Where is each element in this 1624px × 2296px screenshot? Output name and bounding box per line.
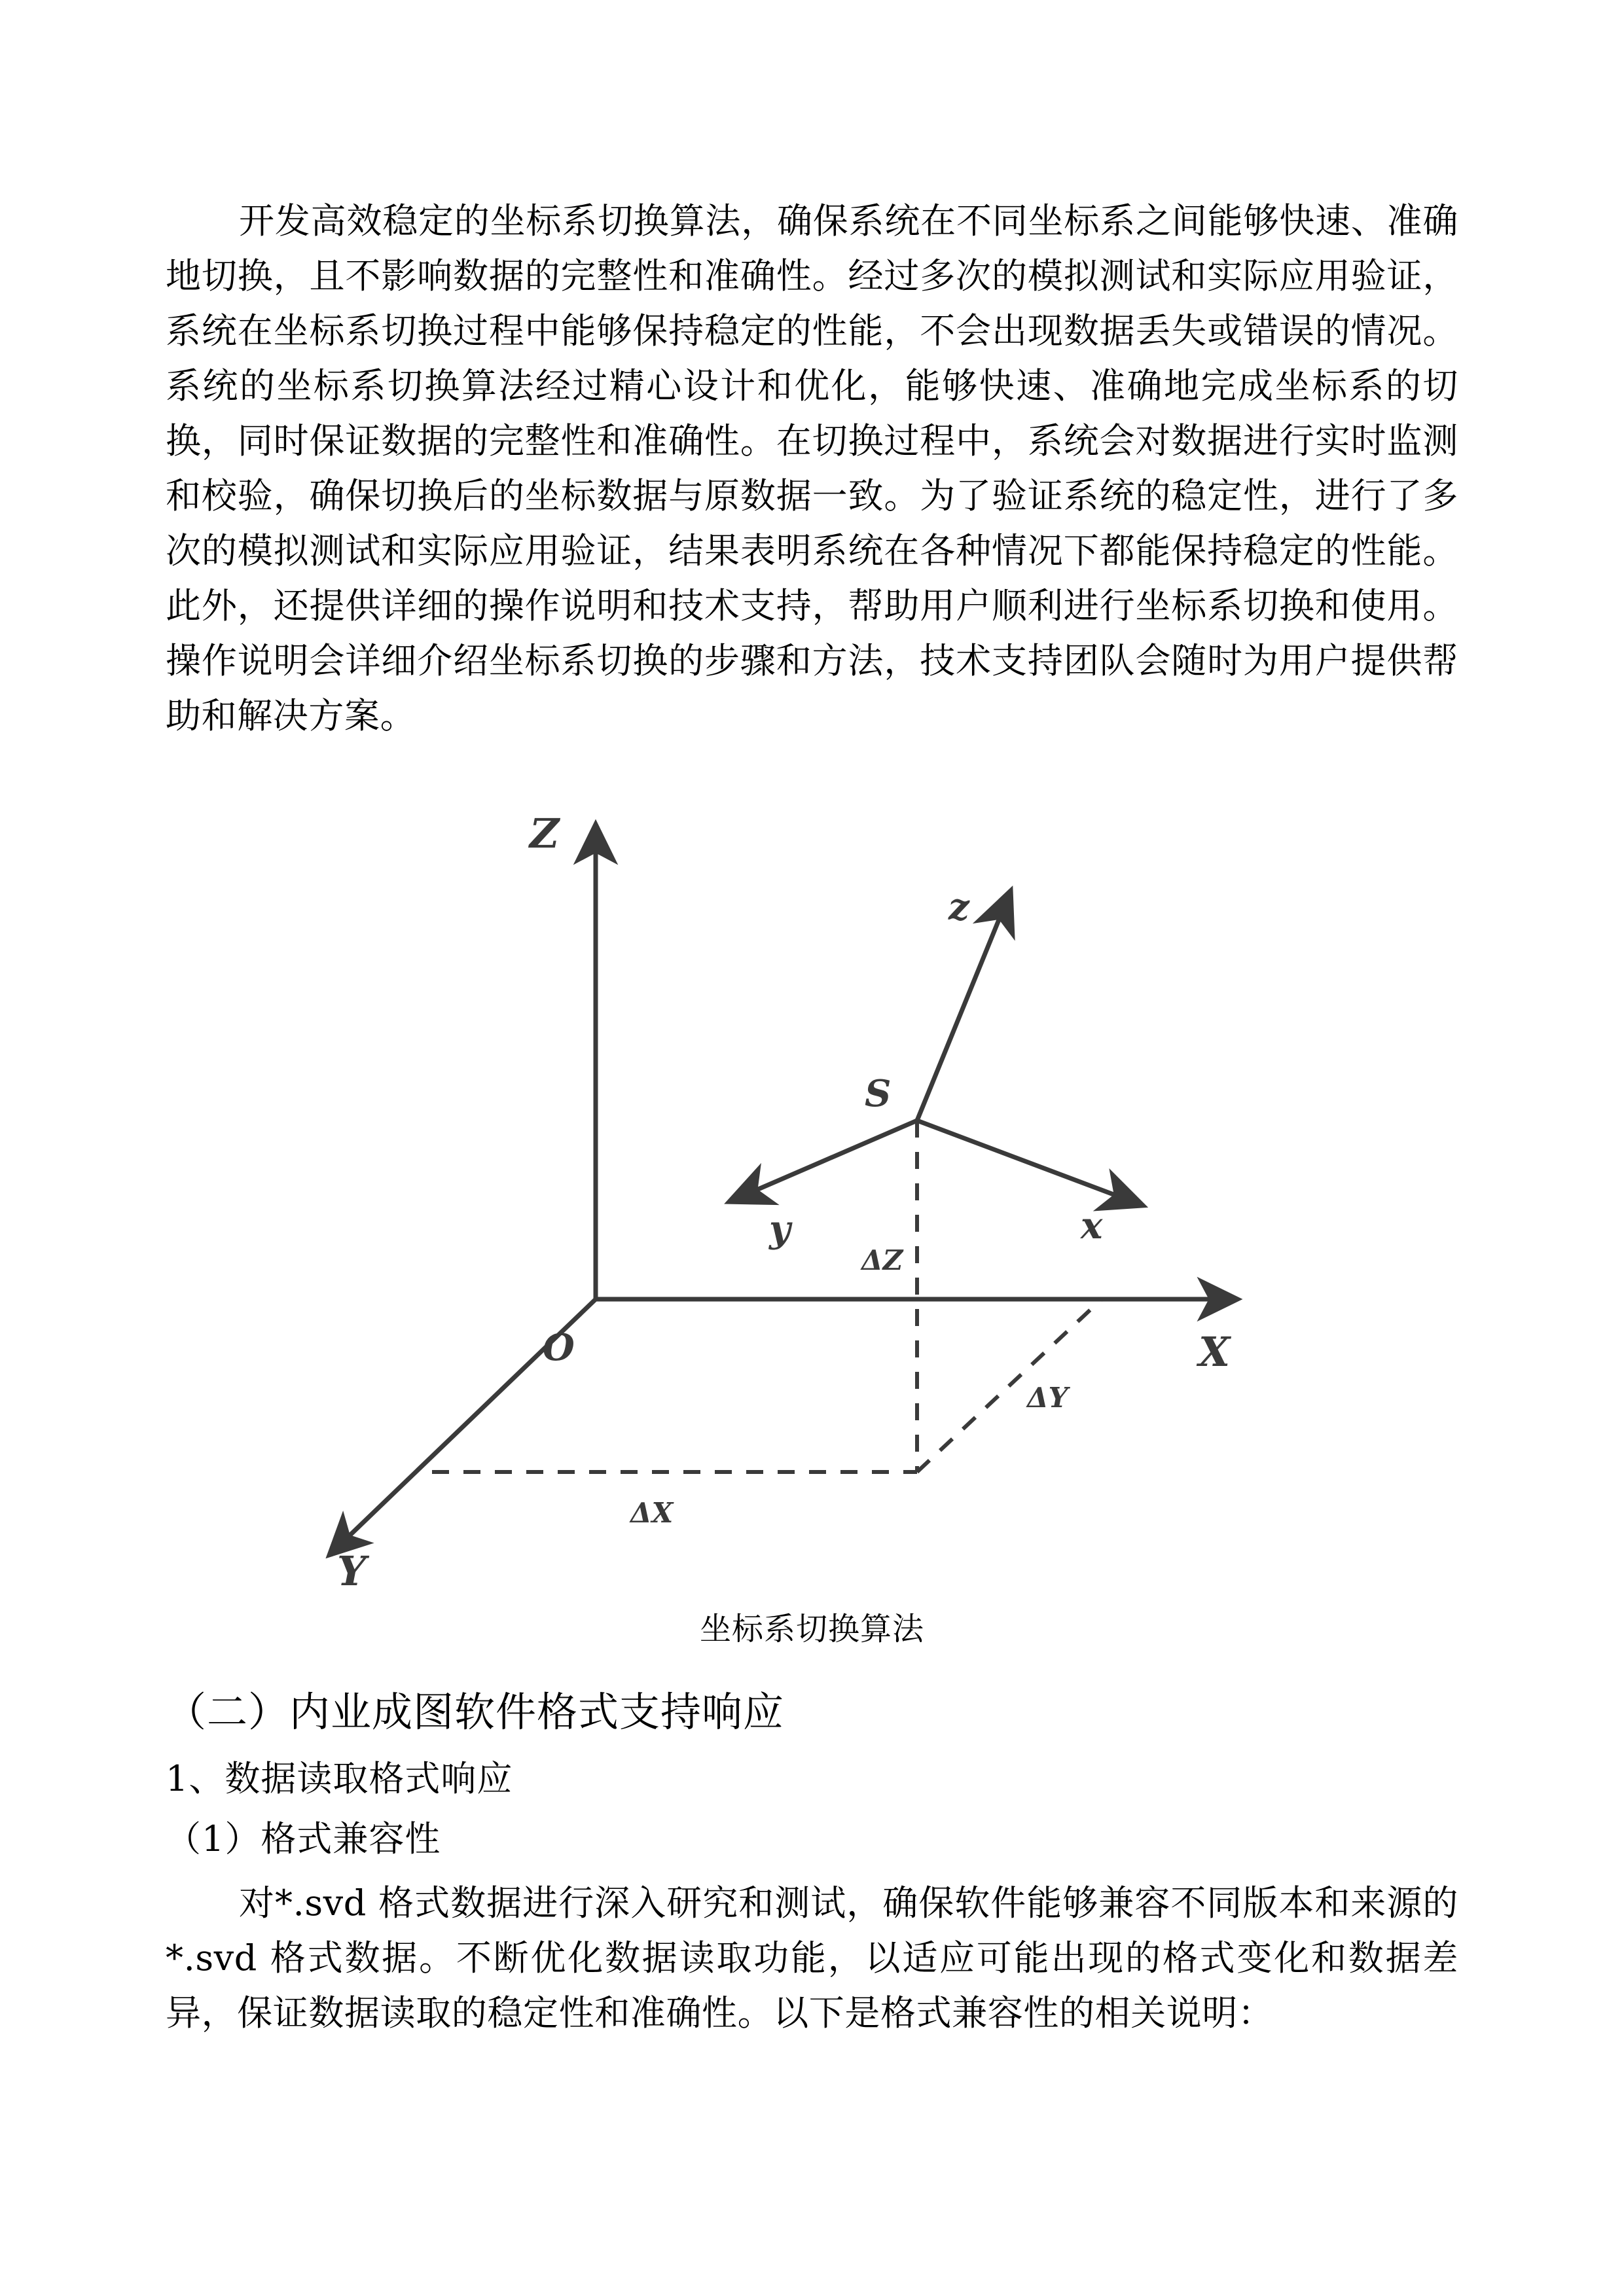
origin-label: O — [543, 1326, 575, 1369]
paragraph-coordinate-switch-algorithm: 开发高效稳定的坐标系切换算法，确保系统在不同坐标系之间能够快速、准确地切换，且不影响数据的完整性和准确性。经过多次的模拟测试和实际应用验证，系统在坐标系切换过程中能够保持稳定的性能，不会出现数据丢失或错误的情况。系统的坐标系切换算法经过精心设计和优化，能够快速、准确地完成坐标系的切换，同时保证数据的完整性和准确性。在切换过程中，系统会对数据进行实时监测和校验，确保切换后的坐标数据与原数据一致。为了验证系统的稳定性，进行了多次的模拟测试和实际应用验证，结果表明系统在各种情况下都能保持稳定的性能。此外，还提供详细的操作说明和技术支持，帮助用户顺利进行坐标系切换和使用。操作说明会详细介绍坐标系切换的步骤和方法，技术支持团队会随时为用户提供帮助和解决方案。 — [166, 200, 1458, 736]
paragraph-format-compatibility: 对*.svd 格式数据进行深入研究和测试，确保软件能够兼容不同版本和来源的*.svd 格式数据。不断优化数据读取功能，以适应可能出现的格式变化和数据差异，保证数据读取的稳定性和准确性。以下是格式兼容性的相关说明： — [166, 1882, 1458, 2034]
heading-section: （二）内业成图软件格式支持响应 — [166, 1688, 785, 1736]
axis-Z-label: Z — [530, 810, 560, 857]
top-margin-spacer — [166, 0, 1458, 194]
figure-coordinate-transform — [166, 785, 1458, 1652]
axis-x-local-line — [917, 1121, 1140, 1204]
heading-body-gap — [166, 1869, 1458, 1876]
heading-sub: 1、数据读取格式响应 — [166, 1758, 513, 1799]
delta-Y-label: ΔY — [1027, 1382, 1068, 1414]
axis-y-local-label: y — [769, 1208, 791, 1251]
figure-canvas — [166, 785, 1458, 1602]
delta-Z-label: ΔZ — [861, 1244, 903, 1276]
delta-Y-dashed-line — [917, 1299, 1102, 1472]
axis-x-local-label: x — [1081, 1204, 1103, 1247]
axis-X-label: X — [1199, 1328, 1231, 1376]
axis-Y-label: Y — [337, 1547, 367, 1595]
axis-z-local-label: z — [948, 886, 969, 929]
station-S-label: S — [865, 1072, 892, 1115]
axis-y-local-line — [732, 1121, 917, 1200]
heading-subsub: （1）格式兼容性 — [166, 1818, 441, 1859]
figure-caption: 坐标系切换算法 — [699, 1611, 924, 1647]
delta-X-label: ΔX — [630, 1497, 674, 1529]
coordinate-system-diagram-svg — [166, 785, 1458, 1602]
page-content — [166, 0, 1458, 2041]
